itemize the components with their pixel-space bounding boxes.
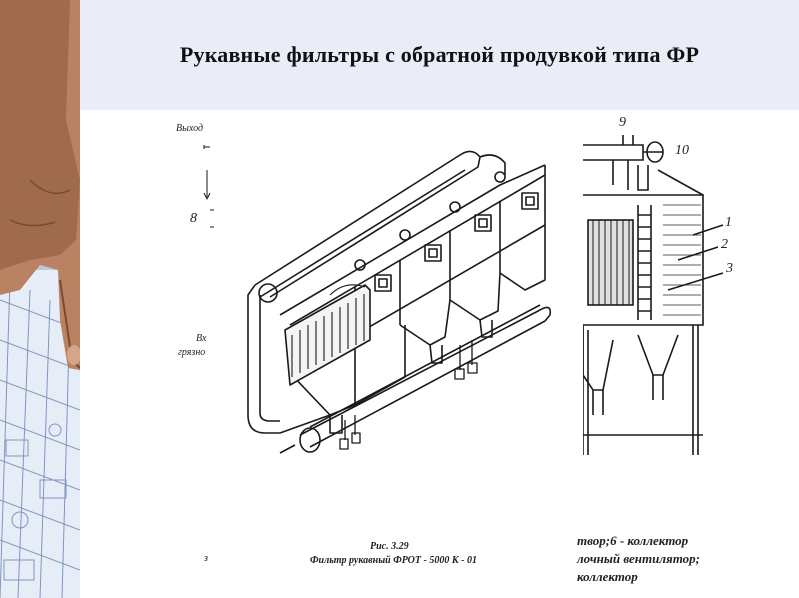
label-gryazno: грязно [178, 347, 206, 358]
bag-filter-drawing [160, 115, 570, 585]
callout-9: 9 [619, 115, 626, 130]
label-vykhod: Выход [176, 123, 203, 134]
slide-title: Рукавные фильтры с обратной продувкой типа ФР [179, 42, 700, 67]
callout-10: 10 [675, 143, 689, 158]
caption-right-line-1: твор;6 - коллектор [577, 533, 689, 548]
hand-blueprint-image [0, 0, 80, 598]
callout-3: 3 [726, 261, 733, 276]
label-8: 8 [190, 211, 197, 226]
caption-right-line-3: коллектор [577, 569, 638, 584]
callout-1: 1 [725, 215, 732, 230]
caption-fig-number: Рис. 3.29 [370, 541, 409, 552]
caption-right-line-2: лочный вентилятор; [577, 551, 700, 566]
label-vkh: Вх [196, 333, 207, 344]
title-bar [80, 0, 799, 110]
caption-fig-title: Фильтр рукавный ФРОТ - 5000 К - 01 [310, 555, 477, 566]
callout-2: 2 [721, 237, 728, 252]
caption-marker: з [204, 553, 208, 564]
filter-section-drawing [577, 115, 799, 585]
